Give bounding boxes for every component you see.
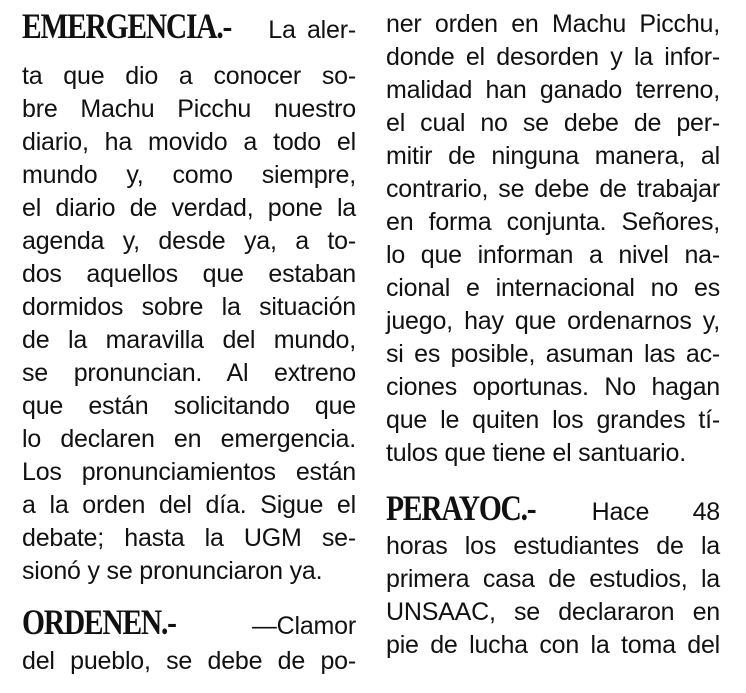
text-line: que están solicitando que xyxy=(22,392,356,420)
text-line: mitir de ninguna manera, al xyxy=(386,142,720,170)
text-line: horas los estudiantes de la xyxy=(386,532,720,560)
text-line: sionó y se pronunciaron ya. xyxy=(22,557,323,585)
paragraph-emergencia-first-line xyxy=(22,6,356,46)
text-line: donde el desorden y la infor- xyxy=(386,43,720,71)
text-line: bre Machu Picchu nuestro xyxy=(22,95,356,123)
text-line: tulos que tiene el santuario. xyxy=(386,439,686,467)
line-text: —Clamor xyxy=(251,612,356,640)
paragraph-perayoc-first-line xyxy=(386,488,720,528)
text-line: si es posible, asuman las ac- xyxy=(386,340,720,368)
paragraph-ordenen-first-line xyxy=(22,602,356,642)
kicker-perayoc: PERAYOC.- xyxy=(386,488,536,528)
text-line: primera casa de estudios, la xyxy=(386,565,720,593)
text-line: que le quiten los grandes tí- xyxy=(386,406,720,434)
text-line: cional e internacional no es xyxy=(386,274,720,302)
line-text: Hace 48 xyxy=(591,498,720,526)
text-line: de la maravilla del mundo, xyxy=(22,326,356,354)
text-line: contrario, se debe de trabajar xyxy=(386,175,720,203)
text-line: agenda y, desde ya, a to- xyxy=(22,227,356,255)
text-line: Los pronunciamientos están xyxy=(22,458,356,486)
text-line: pie de lucha con la toma del xyxy=(386,631,720,659)
text-line: dormidos sobre la situación xyxy=(22,293,356,321)
kicker-ordenen: ORDENEN.- xyxy=(22,602,176,642)
text-line: mundo y, como siempre, xyxy=(22,161,356,189)
kicker-emergencia: EMERGENCIA.- xyxy=(22,6,232,46)
text-line: el diario de verdad, pone la xyxy=(22,194,356,222)
text-line: ciones oportunas. No hagan xyxy=(386,373,720,401)
text-line: en forma conjunta. Señores, xyxy=(386,208,720,236)
text-line: debate; hasta la UGM se- xyxy=(22,524,356,552)
text-line: a la orden del día. Sigue el xyxy=(22,491,356,519)
text-line: del pueblo, se debe de po- xyxy=(22,647,356,675)
text-line: UNSAAC, se declararon en xyxy=(386,598,720,626)
text-line: malidad han ganado terreno, xyxy=(386,76,720,104)
text-line: ta que dio a conocer so- xyxy=(22,62,356,90)
text-line: dos aquellos que estaban xyxy=(22,260,356,288)
line-text: La aler- xyxy=(268,16,356,44)
text-line: juego, hay que ordenarnos y, xyxy=(386,307,720,335)
text-line: lo que informan a nivel na- xyxy=(386,241,720,269)
text-line: el cual no se debe de per- xyxy=(386,109,720,137)
text-line: ner orden en Machu Picchu, xyxy=(386,10,720,38)
text-line: diario, ha movido a todo el xyxy=(22,128,356,156)
text-line: lo declaren en emergencia. xyxy=(22,425,356,453)
text-line: se pronuncian. Al extreno xyxy=(22,359,356,387)
